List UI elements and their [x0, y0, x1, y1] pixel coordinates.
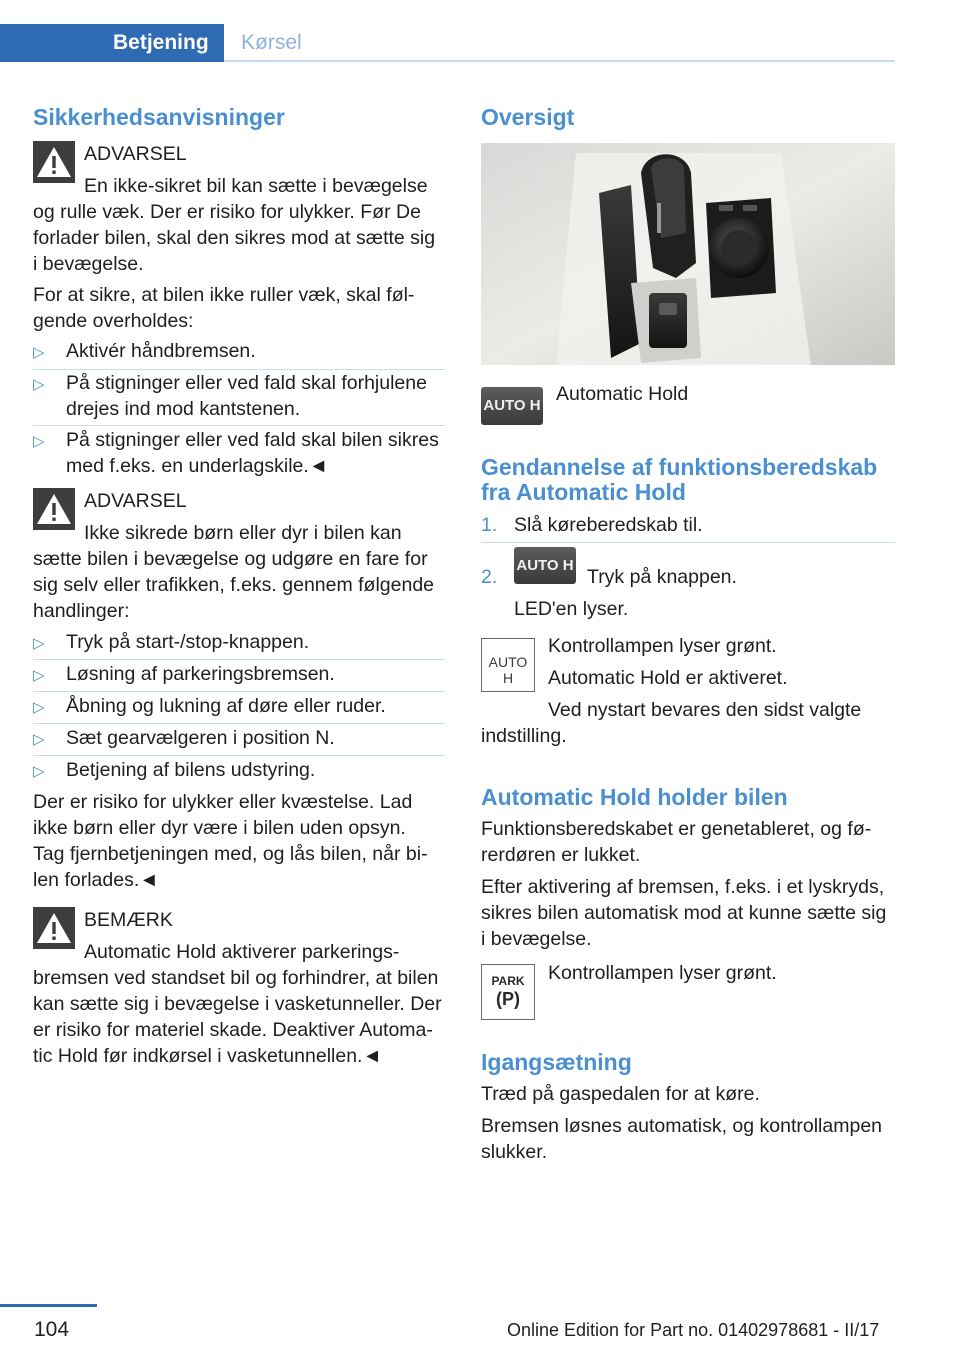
- warning-2-line: Ikke sikrede børn eller dyr i bilen kan: [84, 522, 402, 544]
- list-item: På stigninger eller ved fald skal forhjulene drejes ind mod kantstenen.: [66, 372, 427, 420]
- bullet-icon: ▷: [33, 635, 45, 652]
- start-paragraph-2: Bremsen løsnes automatisk, og kontrollampen slukker.: [481, 1115, 883, 1163]
- park-brake-indicator-icon: [481, 964, 535, 1020]
- lamp-green-text: Kontrollampen lyser grønt.: [548, 635, 777, 657]
- notice-title: BEMÆRK: [84, 909, 173, 931]
- warning-1-line: En ikke-sikret bil kan sætte i bevægelse: [84, 175, 428, 197]
- risk-paragraph: Der er risiko for ulykker eller kvæstelse. Lad ikke børn eller dyr være i bilen uden opsyn. Tag fjernbetjeningen med, og lås bilen, når bi- len forlades.◄: [33, 791, 428, 891]
- auto-h-label: Automatic Hold: [556, 383, 689, 405]
- bullet-icon: ▷: [33, 433, 45, 450]
- intro-paragraph: For at sikre, at bilen ikke ruller væk, skal føl- gende overholdes:: [33, 284, 415, 332]
- auto-h-button-icon: AUTO H: [481, 387, 543, 425]
- list-divider: [33, 755, 445, 756]
- warning-1-text: og rulle væk. Der er risiko for ulykker. Før De forlader bilen, skal den sikres mod at sætte sig i bevægelse.: [33, 201, 436, 275]
- list-divider: [481, 542, 895, 543]
- notice-triangle-icon: [33, 907, 75, 949]
- list-divider: [33, 723, 445, 724]
- step-number: 2.: [481, 566, 498, 588]
- warning-triangle-icon: [33, 141, 75, 183]
- restart-text-cont: indstilling.: [481, 725, 567, 747]
- heading-overview: Oversigt: [481, 104, 575, 130]
- list-divider: [33, 425, 445, 426]
- warning-1-title: ADVARSEL: [84, 143, 187, 165]
- list-divider: [33, 659, 445, 660]
- list-divider: [33, 691, 445, 692]
- heading-safety: Sikkerhedsanvisninger: [33, 104, 285, 130]
- list-item: Aktivér håndbremsen.: [66, 340, 256, 362]
- heading-start: Igangsætning: [481, 1049, 632, 1075]
- heading-restore: Gendannelse af funktionsberedskab fra Automatic Hold: [481, 454, 878, 505]
- indicator-label: AUTO H: [488, 654, 528, 686]
- step-text: Tryk på knappen.: [587, 566, 737, 588]
- center-console-image: [481, 143, 895, 365]
- list-item: Tryk på start-/stop-knappen.: [66, 631, 310, 653]
- indicator-symbol: (P): [496, 989, 520, 1009]
- list-item: Betjening af bilens udstyring.: [66, 759, 316, 781]
- step-text: Slå køreberedskab til.: [514, 514, 703, 536]
- auto-h-indicator-icon: [481, 638, 535, 692]
- list-item: På stigninger eller ved fald skal bilen sikres med f.eks. en underlagskile.◄: [66, 429, 439, 477]
- tab-korsel[interactable]: Kørsel: [241, 31, 302, 54]
- bullet-icon: ▷: [33, 699, 45, 716]
- activated-text: Automatic Hold er aktiveret.: [548, 667, 788, 689]
- park-lamp-text: Kontrollampen lyser grønt.: [548, 962, 777, 984]
- holds-paragraph-2: Efter aktivering af bremsen, f.eks. i et lyskryds, sikres bilen automatisk mod at kunne sætte sig i bevægelse.: [481, 876, 887, 950]
- bullet-icon: ▷: [33, 376, 45, 393]
- indicator-label: PARK: [491, 974, 525, 988]
- list-item: Åbning og lukning af døre eller ruder.: [66, 695, 386, 717]
- list-item: Sæt gearvælgeren i position N.: [66, 727, 335, 749]
- auto-h-button-icon: AUTO H: [514, 547, 576, 584]
- notice-text: bremsen ved standset bil og forhindrer, at bilen kan sætte sig i bevægelse i vasketunneller. Der er risiko for materiel skade. Deaktiver Automa- tic Hold før indkørsel i vasketunnellen.◄: [33, 967, 442, 1067]
- warning-2-title: ADVARSEL: [84, 490, 187, 512]
- restart-text: Ved nystart bevares den sidst valgte: [548, 699, 862, 721]
- led-text: LED'en lyser.: [514, 598, 629, 620]
- start-paragraph-1: Træd på gaspedalen for at køre.: [481, 1083, 760, 1105]
- tab-betjening-label: Betjening: [113, 31, 209, 54]
- bullet-icon: ▷: [33, 731, 45, 748]
- warning-2-text: sætte bilen i bevægelse og udgøre en fare for sig selv eller trafikken, f.eks. gennem følgende handlinger:: [33, 548, 435, 622]
- list-item: Løsning af parkeringsbremsen.: [66, 663, 335, 685]
- bullet-icon: ▷: [33, 344, 45, 361]
- footer-rule: [0, 1304, 97, 1307]
- holds-paragraph-1: Funktionsberedskabet er genetableret, og fø- rerdøren er lukket.: [481, 818, 872, 866]
- step-number: 1.: [481, 514, 498, 536]
- notice-line: Automatic Hold aktiverer parkerings-: [84, 941, 400, 963]
- page-number: 104: [34, 1318, 70, 1341]
- edition-text: Online Edition for Part no. 01402978681 - II/17: [507, 1320, 880, 1340]
- bullet-icon: ▷: [33, 667, 45, 684]
- warning-triangle-icon: [33, 488, 75, 530]
- heading-holds: Automatic Hold holder bilen: [481, 784, 788, 810]
- bullet-icon: ▷: [33, 763, 45, 780]
